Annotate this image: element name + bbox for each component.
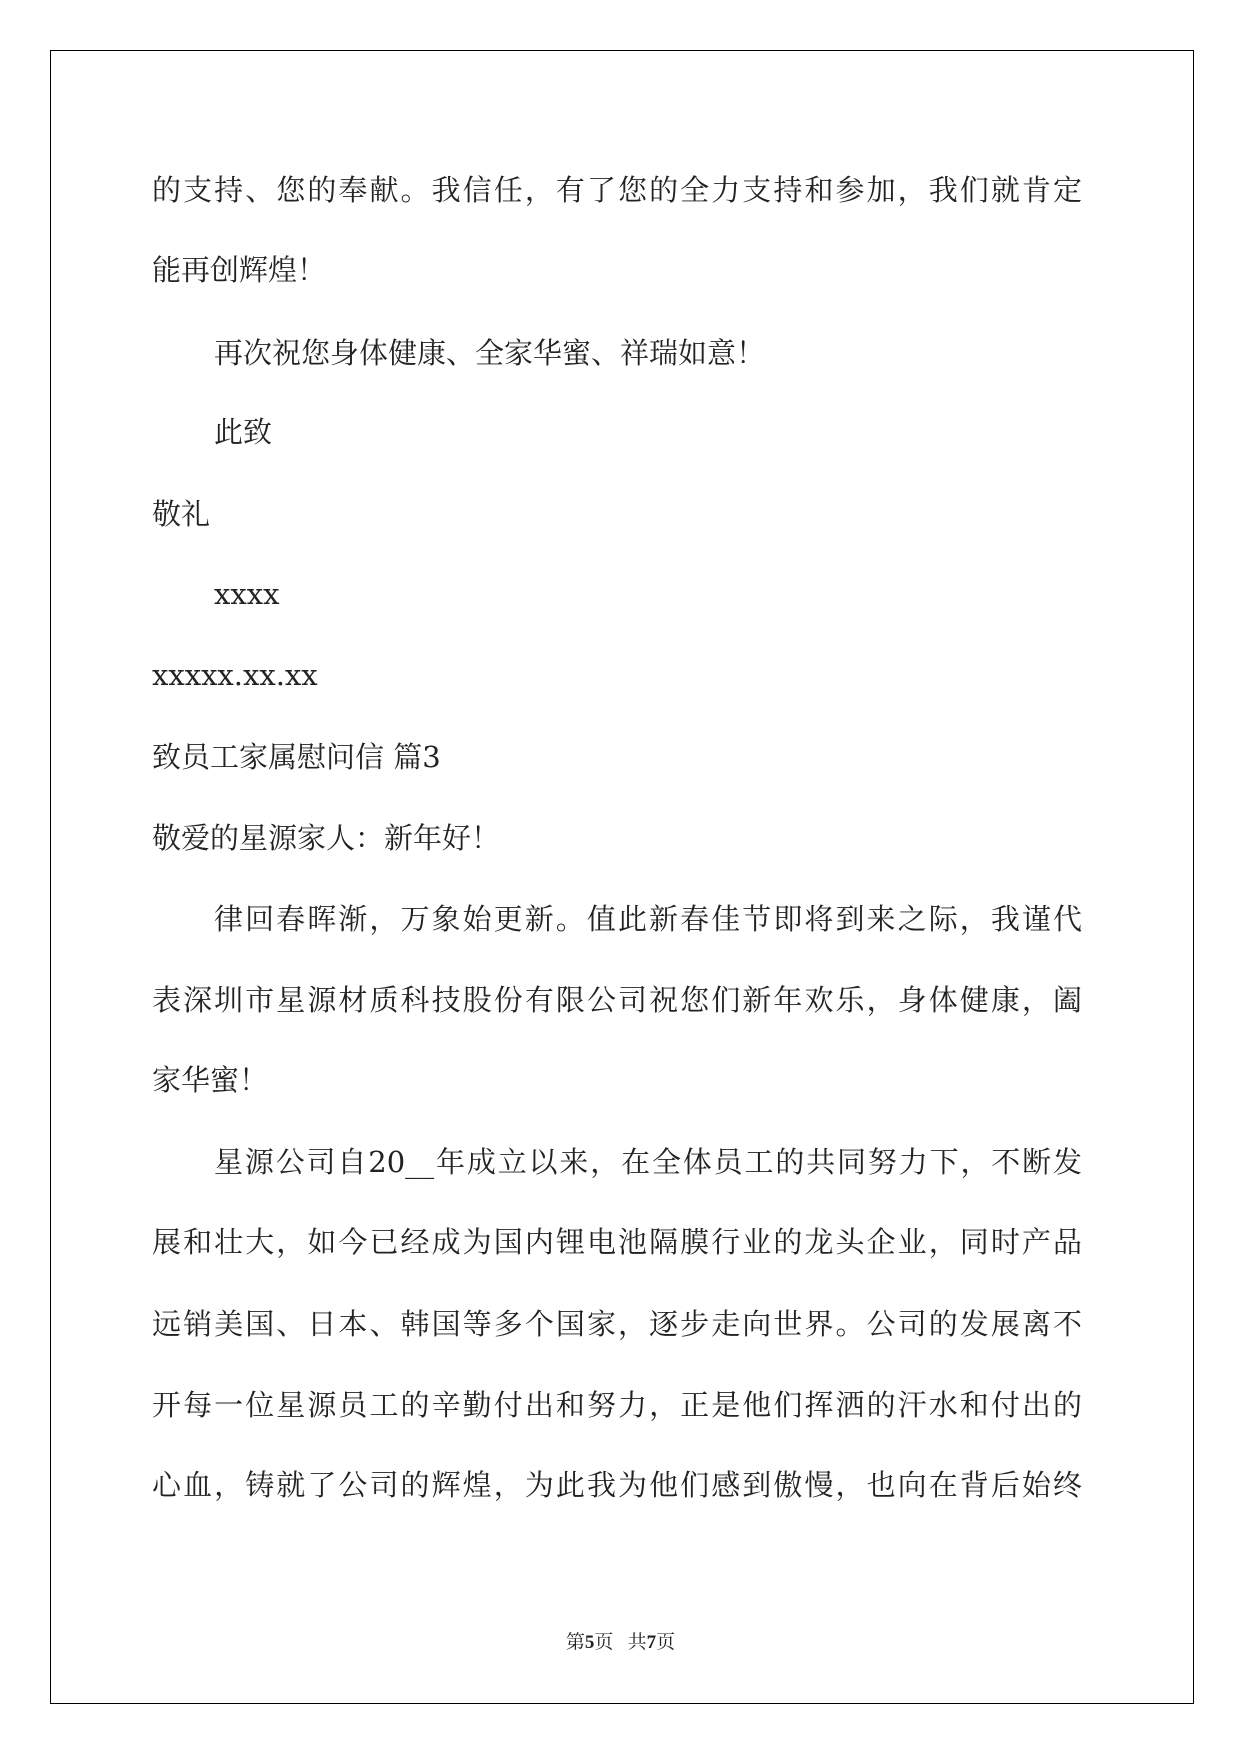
page-border: [50, 50, 1194, 1704]
page-suffix: 页: [594, 1632, 614, 1653]
paragraph-line: 能再创辉煌！: [152, 253, 327, 287]
total-pages-number: 7: [646, 1632, 657, 1653]
total-prefix: 共: [627, 1632, 647, 1653]
paragraph-line: 再次祝您身体健康、全家华蜜、祥瑞如意！: [214, 336, 766, 370]
paragraph-line: 表深圳市星源材质科技股份有限公司祝您们新年欢乐，身体健康，阖: [152, 983, 1082, 1017]
signature-date: xxxxx.xx.xx: [152, 658, 318, 692]
paragraph-line: 星源公司自20__年成立以来，在全体员工的共同努力下，不断发: [214, 1145, 1082, 1179]
paragraph-line: 律回春晖渐，万象始更新。值此新春佳节即将到来之际，我谨代: [214, 902, 1082, 936]
paragraph-line: 远销美国、日本、韩国等多个国家，逐步走向世界。公司的发展离不: [152, 1307, 1082, 1341]
current-page-number: 5: [584, 1632, 595, 1653]
greeting: 敬爱的星源家人：新年好！: [152, 821, 501, 855]
paragraph-line: 展和壮大，如今已经成为国内锂电池隔膜行业的龙头企业，同时产品: [152, 1225, 1082, 1259]
signature: xxxx: [214, 577, 280, 611]
paragraph-line: 家华蜜！: [152, 1063, 269, 1097]
closing-regards: 敬礼: [152, 497, 211, 531]
page-prefix: 第: [565, 1632, 585, 1653]
paragraph-line: 心血，铸就了公司的辉煌，为此我为他们感到傲慢，也向在背后始终: [152, 1468, 1082, 1502]
paragraph-line: 开每一位星源员工的辛勤付出和努力，正是他们挥洒的汗水和付出的: [152, 1388, 1082, 1422]
closing-salutation: 此致: [214, 415, 273, 449]
total-suffix: 页: [656, 1632, 676, 1653]
page-footer: [0, 1627, 1241, 1654]
section-heading: 致员工家属慰问信 篇3: [152, 740, 441, 774]
paragraph-line: 的支持、您的奉献。我信任，有了您的全力支持和参加，我们就肯定: [152, 173, 1082, 207]
